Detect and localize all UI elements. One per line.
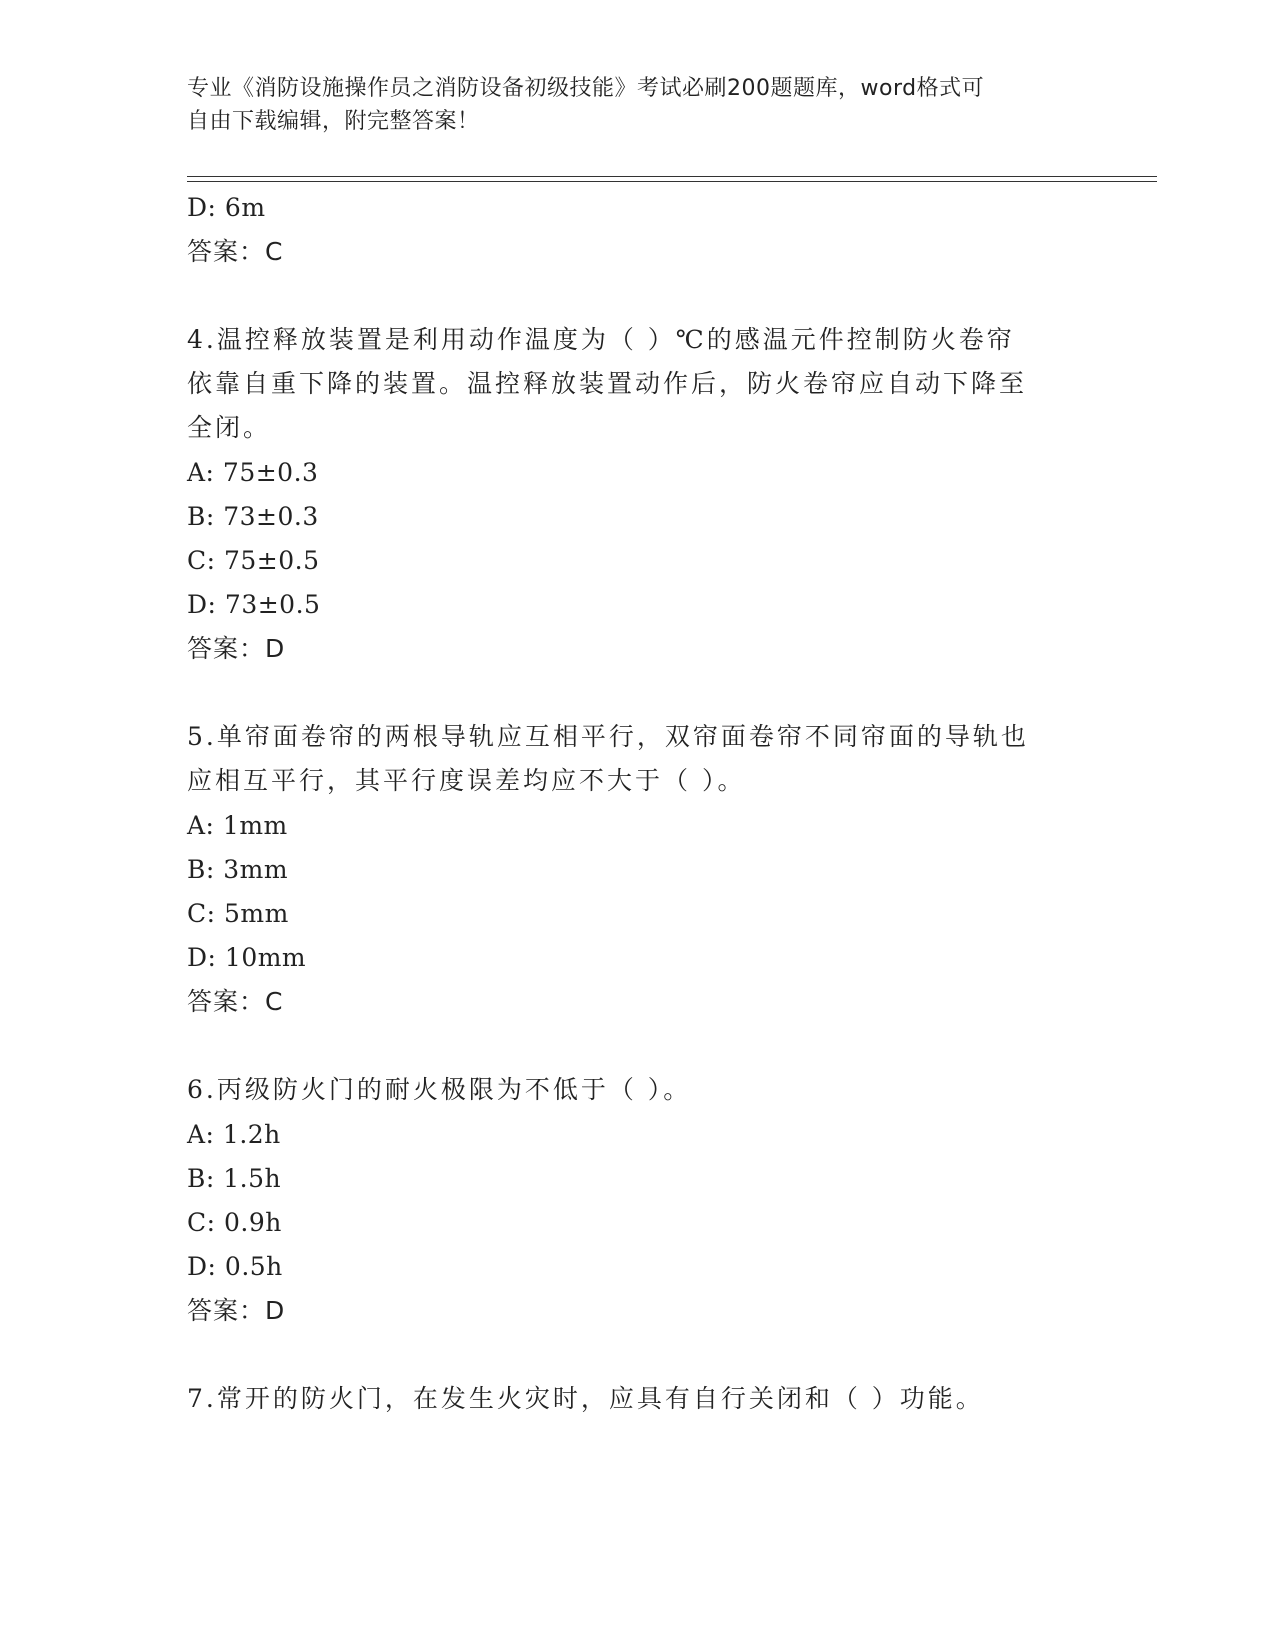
page-header <box>187 72 1087 138</box>
q4-answer: 答案：D <box>187 634 286 663</box>
q5-option-a: A: 1mm <box>187 811 288 840</box>
q4-text-line-3: 全闭。 <box>187 413 272 442</box>
q5-text-line-2: 应相互平行，其平行度误差均应不大于（ ）。 <box>187 766 746 795</box>
q6-option-c: C: 0.9h <box>187 1208 282 1237</box>
q6-option-b: B: 1.5h <box>187 1164 282 1193</box>
header-divider-bottom <box>187 181 1157 182</box>
q4-option-c: C: 75±0.5 <box>187 546 320 575</box>
q4-option-d: D: 73±0.5 <box>187 590 321 619</box>
q6-answer: 答案：D <box>187 1296 286 1325</box>
header-divider-top <box>187 176 1157 177</box>
q5-option-b: B: 3mm <box>187 855 289 884</box>
q5-answer: 答案：C <box>187 987 284 1016</box>
q4-option-a: A: 75±0.3 <box>187 458 319 487</box>
q6-option-a: A: 1.2h <box>187 1120 281 1149</box>
q6-option-d: D: 0.5h <box>187 1252 283 1281</box>
q6-text-line-1: 6.丙级防火门的耐火极限为不低于（ ）。 <box>187 1075 692 1104</box>
prev-answer: 答案：C <box>187 237 284 266</box>
header-title-line-2: 自由下载编辑，附完整答案！ <box>187 109 480 134</box>
q5-option-c: C: 5mm <box>187 899 289 928</box>
q4-text-line-2: 依靠自重下降的装置。温控释放装置动作后，防火卷帘应自动下降至 <box>187 369 1028 398</box>
q5-option-d: D: 10mm <box>187 943 307 972</box>
prev-option-d: D: 6m <box>187 193 266 222</box>
q5-text-line-1: 5.单帘面卷帘的两根导轨应互相平行，双帘面卷帘不同帘面的导轨也 <box>187 722 1029 751</box>
header-title-line-1: 专业《消防设施操作员之消防设备初级技能》考试必刷200题题库，word格式可 <box>187 76 985 101</box>
q7-text-line-1: 7.常开的防火门，在发生火灾时，应具有自行关闭和（ ）功能。 <box>187 1384 984 1413</box>
q4-text-line-1: 4.温控释放装置是利用动作温度为（ ）℃的感温元件控制防火卷帘 <box>187 325 1015 354</box>
q4-option-b: B: 73±0.3 <box>187 502 319 531</box>
